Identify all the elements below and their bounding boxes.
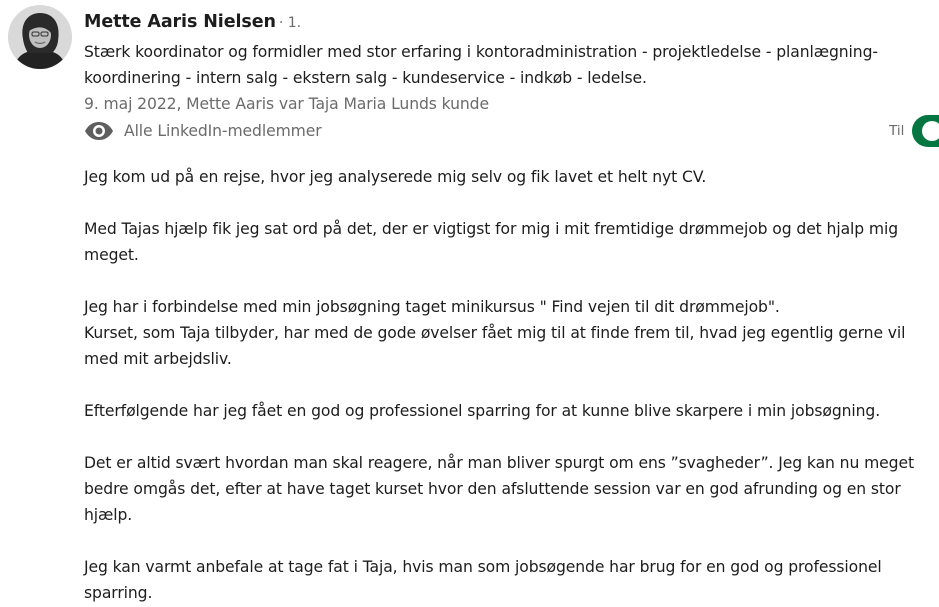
recommender-headline: Stærk koordinator og formidler med stor erfaring i kontoradministration - projektledelse - planlægning- koordinering - intern salg - ekstern salg - kundeservice - indkøb - ledelse. <box>84 43 878 87</box>
person-photo-icon <box>8 5 72 69</box>
recommendation-relation: 9. maj 2022, Mette Aaris var Taja Maria Lunds kunde <box>84 95 489 113</box>
avatar[interactable] <box>8 5 72 69</box>
visibility-setting <box>84 118 322 144</box>
recommendation-text <box>84 164 939 607</box>
recommendation-paragraph: Jeg har i forbindelse med min jobsøgning taget minikursus " Find vejen til dit drømmejob". <box>84 298 780 316</box>
recommender-name[interactable]: Mette Aaris Nielsen <box>84 12 276 32</box>
recommendation-paragraph: Jeg kom ud på en rejse, hvor jeg analyserede mig selv og fik lavet et helt nyt CV. <box>84 168 707 186</box>
connection-degree: · 1. <box>278 15 302 31</box>
recommendation-paragraph: Efterfølgende har jeg fået en god og professionel sparring for at kunne blive skarpere i min jobsøgning. <box>84 402 881 420</box>
recommender-header <box>84 10 301 35</box>
recommendation-paragraph: Jeg kan varmt anbefale at tage fat i Taja, hvis man som jobsøgende har brug for en god og professionel sparring. <box>84 558 882 602</box>
recommendation-paragraph: Det er altid svært hvordan man skal reagere, når man bliver spurgt om ens ”svagheder”. Jeg kan nu meget bedre omgås det, efter at have taget kurset hvor den afsluttende session var en god afrunding og en stor hjælp. <box>84 454 914 524</box>
visibility-label: Alle LinkedIn-medlemmer <box>124 122 322 140</box>
visibility-toggle[interactable] <box>912 115 939 147</box>
eye-icon <box>84 121 114 141</box>
recommendation-paragraph: Kurset, som Taja tilbyder, har med de gode øvelser fået mig til at finde frem til, hvad jeg egentlig gerne vil med mit arbejdsliv. <box>84 324 906 368</box>
toggle-status-label: Til <box>889 123 905 139</box>
toggle-knob <box>922 121 939 141</box>
recommendation-paragraph: Med Tajas hjælp fik jeg sat ord på det, der er vigtigst for mig i mit fremtidige drømmejob og det hjalp mig meget. <box>84 220 899 264</box>
